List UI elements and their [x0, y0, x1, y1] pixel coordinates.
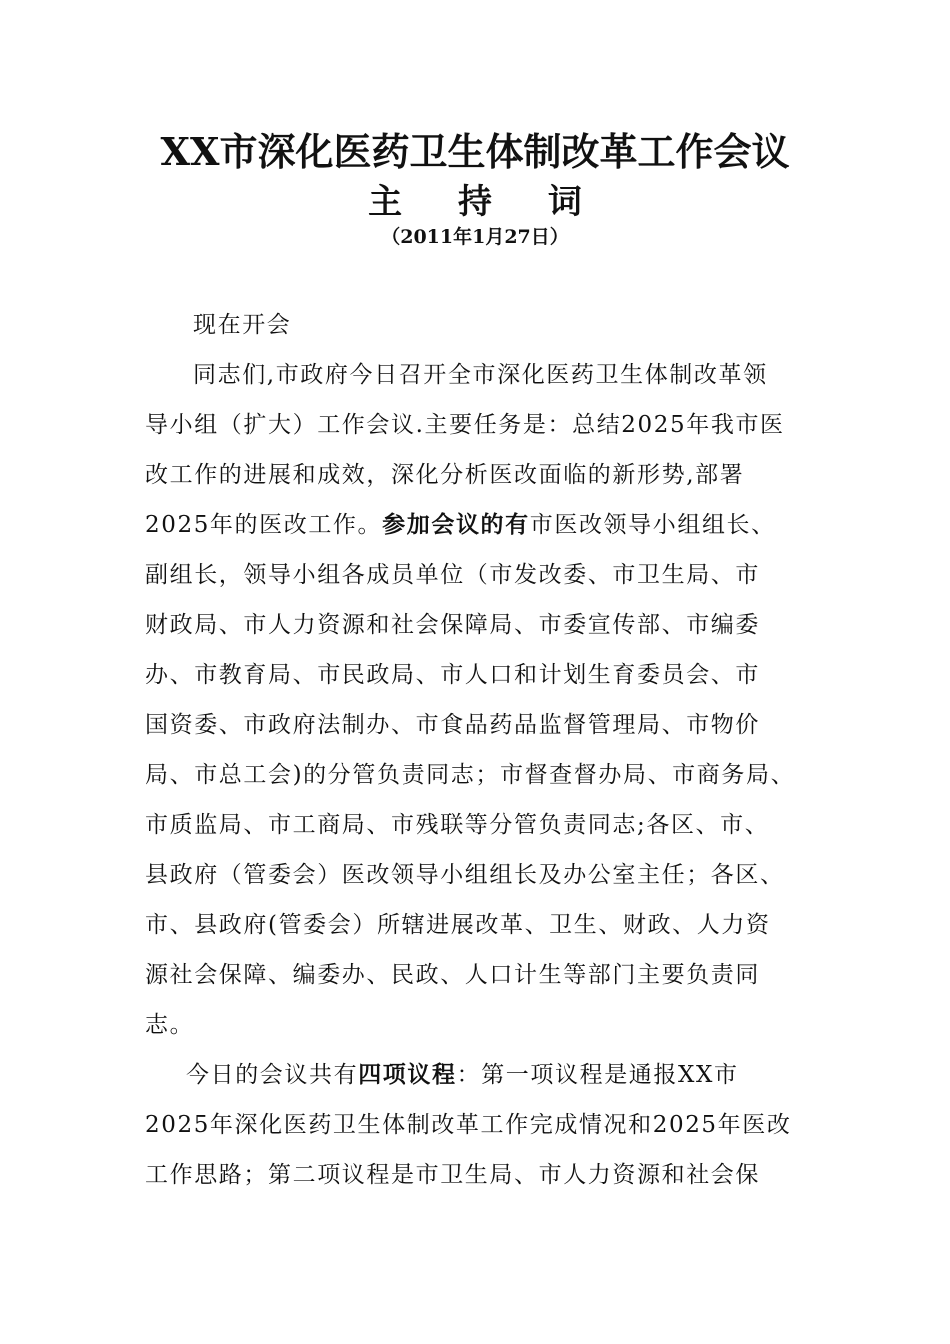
body-line: 导小组（扩大）工作会议.主要任务是：总结2025年我市医	[145, 412, 785, 438]
emphasis-text: 参加会议的有	[382, 511, 530, 538]
body-line: 2025年深化医药卫生体制改革工作完成情况和2025年医改	[145, 1112, 792, 1138]
emphasis-text: 四项议程	[358, 1061, 457, 1088]
body-text: 市医改领导小组组长、	[529, 512, 776, 538]
body-line: 县政府（管委会）医改领导小组组长及办公室主任；各区、	[145, 862, 785, 888]
body-text: 2025年的医改工作。	[145, 512, 383, 538]
body-line: 工作思路；第二项议程是市卫生局、市人力资源和社会保	[145, 1162, 760, 1188]
body-line: 源社会保障、编委办、民政、人口计生等部门主要负责同	[145, 962, 760, 988]
body-line	[186, 1057, 739, 1093]
body-line: 财政局、市人力资源和社会保障局、市委宣传部、市编委	[145, 612, 760, 638]
body-text: 今日的会议共有	[186, 1062, 359, 1088]
document-subtitle: 主 持 词	[368, 182, 604, 222]
body-line: 市、县政府(管委会）所辖进展改革、卫生、财政、人力资	[145, 912, 771, 938]
body-line: 同志们,市政府今日召开全市深化医药卫生体制改革领	[193, 362, 768, 388]
document-date: （2011年1月27日）	[381, 226, 569, 248]
body-line: 改工作的进展和成效，深化分析医改面临的新形势,部署	[145, 462, 745, 488]
body-text: ：第一项议程是通报XX市	[456, 1062, 739, 1088]
body-line: 国资委、市政府法制办、市食品药品监督管理局、市物价	[145, 712, 760, 738]
document-title: XX市深化医药卫生体制改革工作会议	[160, 129, 790, 174]
body-line	[145, 507, 776, 543]
body-line: 副组长，领导小组各成员单位（市发改委、市卫生局、市	[145, 562, 760, 588]
body-line: 现在开会	[193, 312, 292, 338]
body-line: 志。	[145, 1012, 195, 1038]
body-line: 市质监局、市工商局、市残联等分管负责同志;各区、市、	[145, 812, 770, 838]
body-line: 局、市总工会)的分管负责同志；市督查督办局、市商务局、	[145, 762, 796, 788]
body-line: 办、市教育局、市民政局、市人口和计划生育委员会、市	[145, 662, 760, 688]
